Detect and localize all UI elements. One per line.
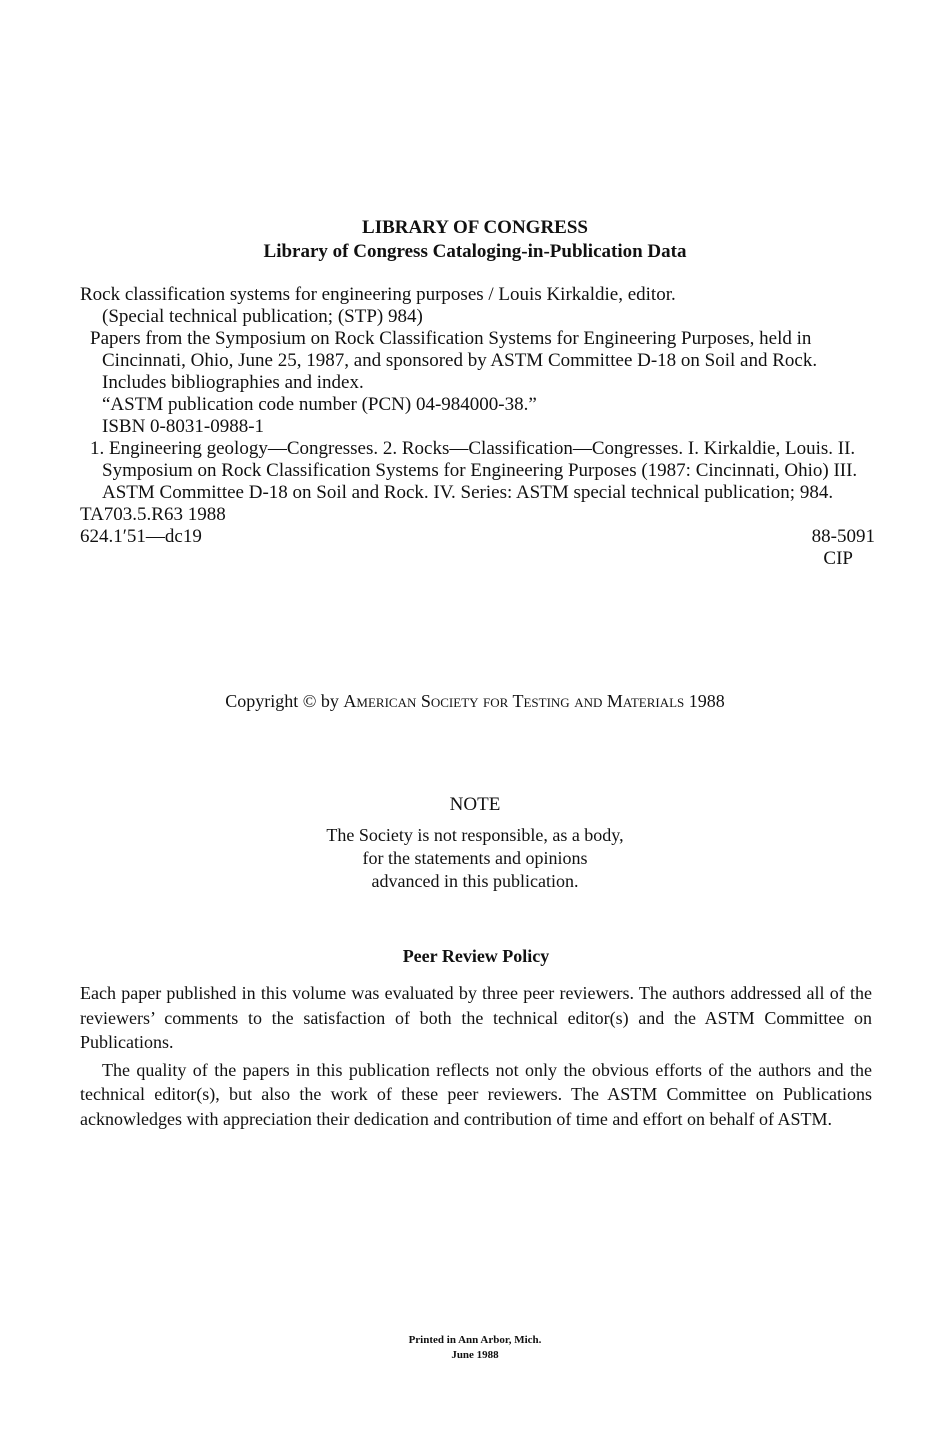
peer-review-paragraph: The quality of the papers in this publication reflects not only the obvious efforts of the authors and the technical editor(s), but also the work of these peer reviewers. The ASTM Committee on Publications acknowledges with appreciation their dedication and contribution of time and effort on behalf of ASTM. (80, 1059, 872, 1129)
cip-label-row (80, 548, 875, 570)
cip-record (80, 284, 875, 570)
peer-review-title: Peer Review Policy (402, 946, 550, 966)
loc-header (0, 216, 950, 264)
cip-dewey-row (80, 526, 875, 548)
printed-imprint (0, 1333, 950, 1363)
cip-biblio-note: Includes bibliographies and index. (102, 372, 364, 393)
copyright-notice (0, 690, 950, 712)
loc-header-subtitle: Library of Congress Cataloging-in-Publication Data (263, 241, 687, 262)
printed-date: June 1988 (451, 1349, 499, 1361)
cip-papers-note: Papers from the Symposium on Rock Classification Systems for Engineering Purposes, held in Cincinnati, Ohio, June 25, 1987, and sponsored by ASTM Committee D-18 on Soil and Rock. (90, 328, 818, 371)
peer-review-paragraph: Each paper published in this volume was evaluated by three peer reviewers. The authors addressed all of the reviewers’ comments to the satisfaction of both the technical editor(s) and the ASTM Committee on Publications. (80, 983, 872, 1052)
printed-location: Printed in Ann Arbor, Mich. (408, 1334, 542, 1346)
cip-subjects: 1. Engineering geology—Congresses. 2. Rocks—Classification—Congresses. I. Kirkaldie, Louis. II. Symposium on Rock Classification Systems for Engineering Purposes (1987: Cincinnati, Ohio) III. ASTM Committee D-18 on Soil and Rock. IV. Series: ASTM special technical publication; 984. (90, 438, 858, 503)
cip-isbn: ISBN 0-8031-0988-1 (102, 416, 265, 437)
cip-series-line: (Special technical publication; (STP) 984) (102, 306, 423, 327)
loc-header-title: LIBRARY OF CONGRESS (362, 217, 588, 238)
cip-pcn-note: “ASTM publication code number (PCN) 04-984000-38.” (102, 394, 537, 415)
note-line: advanced in this publication. (371, 871, 579, 891)
copyright-org: American Society for Testing and Materials (343, 691, 685, 711)
copyright-prefix: Copyright © by (225, 691, 344, 711)
note-title: NOTE (449, 794, 501, 815)
cip-lc-call-number: TA703.5.R63 1988 (80, 504, 226, 525)
cip-title-line: Rock classification systems for engineering purposes / Louis Kirkaldie, editor. (80, 284, 676, 305)
note-line: for the statements and opinions (362, 848, 588, 868)
note-line: The Society is not responsible, as a body, (326, 825, 624, 845)
note-section (0, 794, 950, 893)
cip-label: CIP (823, 548, 853, 569)
copyright-year: 1988 (688, 691, 725, 711)
peer-review-section (80, 945, 872, 1134)
cip-dewey: 624.1′51—dc19 (80, 526, 202, 547)
cip-lccn: 88-5091 (811, 526, 875, 547)
